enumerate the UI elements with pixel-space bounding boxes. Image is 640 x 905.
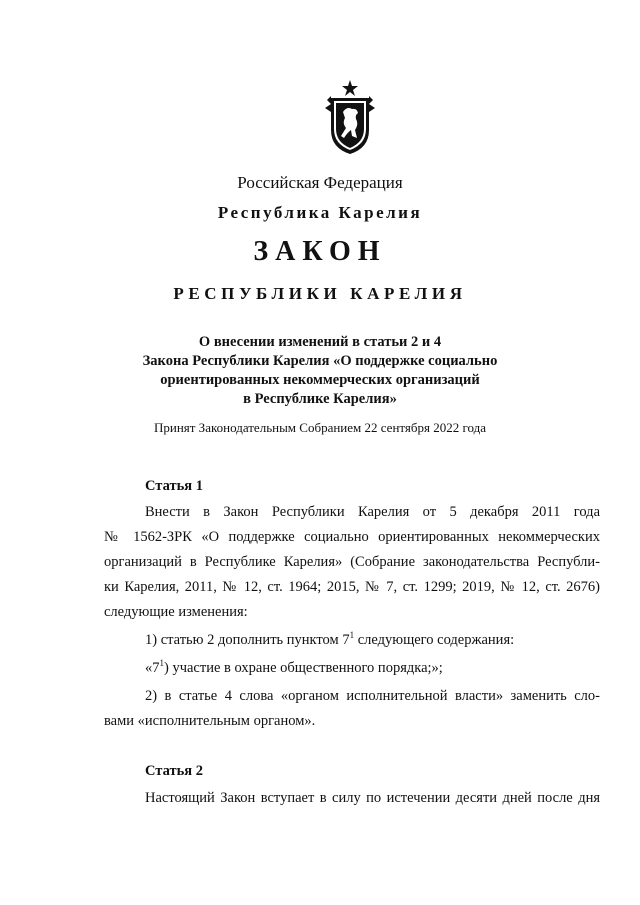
- amendment-quote: [145, 660, 640, 677]
- amendment-item-2-line: вами «исполнительным органом».: [104, 713, 316, 729]
- law-of-republic-heading: РЕСПУБЛИКИ КАРЕЛИЯ: [173, 284, 467, 303]
- article-2-heading: Статья 2: [145, 763, 203, 779]
- article-1-text-line: № 1562-ЗРК «О поддержке социально ориентированных некоммерческих: [104, 529, 600, 545]
- article-1-text-line: организаций в Республике Карелия» (Собрание законодательства Республи-: [104, 554, 600, 570]
- superscript: 1: [159, 658, 164, 668]
- adoption-note: Принят Законодательным Собранием 22 сентября 2022 года: [153, 420, 487, 435]
- amendment-item-1-text: 1) статью 2 дополнить пунктом 7: [145, 632, 350, 648]
- article-1-text-line: ки Карелия, 2011, № 12, ст. 1964; 2015, № 7, ст. 1299; 2019, № 12, ст. 2676): [104, 579, 600, 595]
- article-1-heading: Статья 1: [145, 478, 203, 494]
- law-heading: ЗАКОН: [253, 236, 387, 267]
- amendment-quote-text: «7: [145, 660, 160, 676]
- amendment-item-1-text: следующего содержания:: [354, 632, 515, 648]
- law-title-line: ориентированных некоммерческих организаций: [160, 372, 480, 388]
- article-1-text-line: следующие изменения:: [104, 604, 248, 620]
- republic-heading: Республика Карелия: [217, 203, 423, 222]
- karelia-coat-of-arms-icon: [321, 78, 379, 156]
- law-title: [0, 333, 640, 409]
- law-title-line: Закона Республики Карелия «О поддержке социально: [142, 353, 498, 369]
- law-title-line: в Республике Карелия»: [243, 391, 397, 407]
- amendment-quote-text: ) участие в охране общественного порядка;»;: [164, 660, 443, 676]
- amendment-item-2-line: 2) в статье 4 слова «органом исполнительной власти» заменить сло-: [145, 688, 600, 704]
- law-title-line: О внесении изменений в статьи 2 и 4: [198, 334, 442, 350]
- article-1-text-line: Внести в Закон Республики Карелия от 5 декабря 2011 года: [145, 504, 600, 520]
- federation-heading: Российская Федерация: [237, 173, 403, 192]
- article-2-text-line: Настоящий Закон вступает в силу по истечении десяти дней после дня: [145, 790, 600, 806]
- superscript: 1: [349, 630, 355, 640]
- amendment-item-1: [145, 632, 640, 649]
